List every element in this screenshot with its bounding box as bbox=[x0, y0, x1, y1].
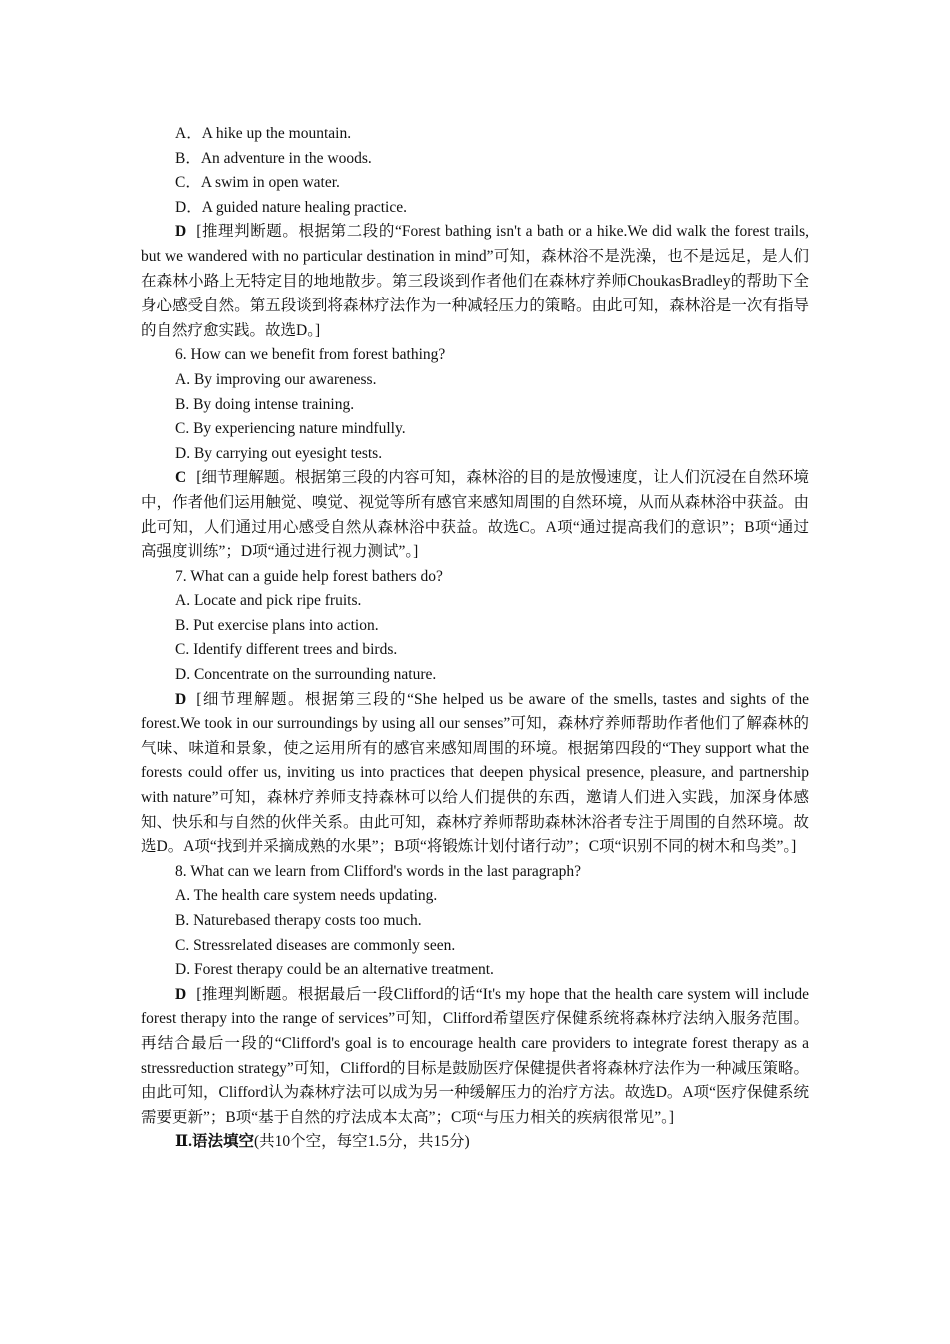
question-text: 8. What can we learn from Clifford's words in the last paragraph? bbox=[175, 862, 581, 880]
section-title: Ⅱ.语法填空 bbox=[175, 1133, 254, 1151]
option-c: C. By experiencing nature mindfully. bbox=[175, 420, 406, 438]
option-b: B. By doing intense training. bbox=[175, 395, 355, 413]
option-b: B．An adventure in the woods. bbox=[175, 149, 372, 167]
option-a: A. Locate and pick ripe fruits. bbox=[175, 592, 362, 610]
option-a: A. By improving our awareness. bbox=[175, 370, 377, 388]
option-a: A．A hike up the mountain. bbox=[175, 125, 352, 142]
question-7-block bbox=[141, 565, 809, 860]
explanation-text: [细节理解题。根据第三段的“She helped us be aware of the smells, tastes and sights of the forest.We took in our surroundings by using all our senses”可知，森林疗养师帮助作者他们了解森林的气味、味道和景象，使之运用所有的感官来感知周围的环境。根据第四段的“They support what the forests could offer us, inviting us into practices that deepen physical presence, pleasure, and partnership with nature”可知，森林疗养师支持森林可以给人们提供的东西，邀请人们进入实践，加深身体感知、快乐和与自然的伙伴关系。由此可知，森林疗养师帮助森林沐浴者专注于周围的自然环境。故选D。A项“找到并采摘成熟的水果”；B项“将锻炼计划付诸行动”；C项“识别不同的树木和鸟类”。] bbox=[141, 690, 809, 856]
option-d: D．A guided nature healing practice. bbox=[175, 198, 407, 216]
question-6-block bbox=[141, 343, 809, 564]
option-d: D. Forest therapy could be an alternative treatment. bbox=[175, 961, 494, 979]
answer-explanation bbox=[141, 220, 809, 343]
option-d: D. By carrying out eyesight tests. bbox=[175, 444, 383, 462]
section-heading bbox=[141, 1130, 809, 1155]
option-d: D. Concentrate on the surrounding nature. bbox=[175, 666, 437, 684]
explanation-text: [推理判断题。根据最后一段Clifford的话“It's my hope that the health care system will include forest therapy into the range of services”可知，Clifford希望医疗保健系统将森林疗法纳入服务范围。再结合最后一段的“Clifford's goal is to encourage health care providers to integrate forest therapy as a stressreduction strategy”可知，Clifford的目标是鼓励医疗保健提供者将森林疗法作为一种减压策略。由此可知，Clifford认为森林疗法可以成为另一种缓解压力的治疗方法。故选D。A项“医疗保健系统需要更新”；B项“基于自然的疗法成本太高”；C项“与压力相关的疾病很常见”。] bbox=[141, 985, 809, 1126]
option-c: C. Identify different trees and birds. bbox=[175, 641, 398, 659]
answer-letter: D bbox=[175, 985, 187, 1003]
answer-explanation bbox=[141, 983, 809, 1131]
question-text: 6. How can we benefit from forest bathing? bbox=[175, 346, 446, 364]
answer-letter: C bbox=[175, 469, 187, 487]
answer-explanation bbox=[141, 466, 809, 564]
option-b: B. Naturebased therapy costs too much. bbox=[175, 912, 422, 929]
explanation-text: [推理判断题。根据第二段的“Forest bathing isn't a bath or a hike.We did walk the forest trails, but we wandered with no particular destination in mind”可知，森林浴不是洗澡，也不是远足，是人们在森林小路上无特定目的地地散步。第三段谈到作者他们在森林疗养师ChoukasBradley的帮助下全身心感受自然。第五段谈到将森林疗法作为一种减轻压力的策略。由此可知，森林浴是一次有指导的自然疗愈实践。故选D。] bbox=[141, 223, 809, 339]
section-note: (共10个空，每空1.5分，共15分) bbox=[253, 1133, 470, 1151]
option-c: C. Stressrelated diseases are commonly seen. bbox=[175, 936, 456, 954]
question-8-block bbox=[141, 860, 809, 1131]
question-text: 7. What can a guide help forest bathers do? bbox=[175, 567, 443, 585]
option-c: C．A swim in open water. bbox=[175, 174, 340, 192]
explanation-text: [细节理解题。根据第三段的内容可知，森林浴的目的是放慢速度，让人们沉浸在自然环境中，作者他们运用触觉、嗅觉、视觉等所有感官来感知周围的自然环境，从而从森林浴中获益。由此可知，人们通过用心感受自然从森林浴中获益。故选C。A项“通过提高我们的意识”；B项“通过高强度训练”；D项“通过进行视力测试”。] bbox=[141, 469, 809, 561]
option-a: A. The health care system needs updating. bbox=[175, 887, 438, 905]
option-b: B. Put exercise plans into action. bbox=[175, 616, 379, 634]
answer-letter: D bbox=[175, 690, 187, 708]
answer-explanation bbox=[141, 688, 809, 860]
answer-letter: D bbox=[175, 223, 187, 241]
question-5-block bbox=[141, 122, 809, 343]
